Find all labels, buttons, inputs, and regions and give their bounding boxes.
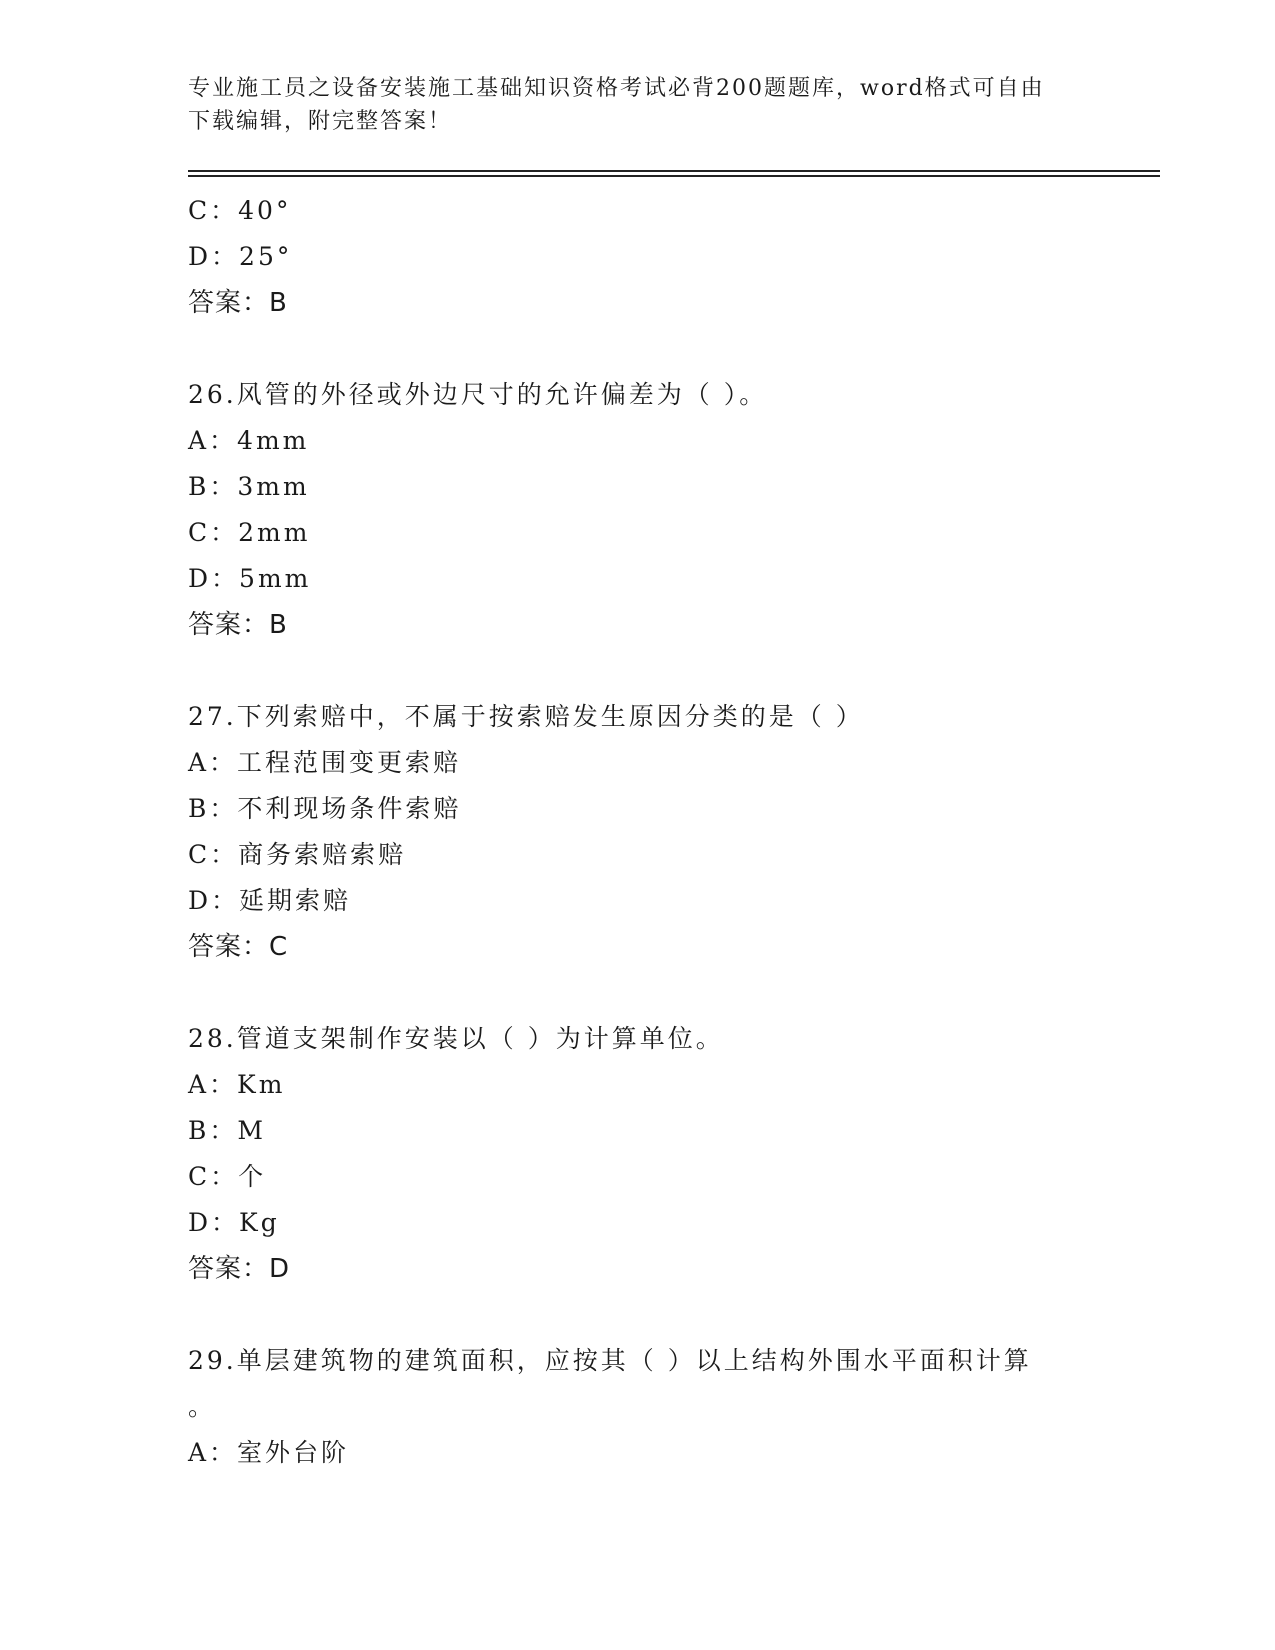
- answer: 答案：D: [188, 1254, 291, 1284]
- document-header: [188, 72, 1088, 138]
- option-c: C：2mm: [188, 518, 311, 547]
- option-c: C：商务索赔索赔: [188, 840, 407, 869]
- option-a: A：4mm: [188, 426, 310, 455]
- option-d: D：延期索赔: [188, 886, 352, 915]
- option-b: B：3mm: [188, 472, 310, 501]
- option-b: B：不利现场条件索赔: [188, 794, 462, 823]
- question-stem-continuation: 。: [188, 1392, 214, 1421]
- option-c: C：40°: [188, 196, 292, 225]
- question-stem: 28.管道支架制作安装以（ ）为计算单位。: [188, 1024, 724, 1053]
- option-a: A：工程范围变更索赔: [188, 748, 462, 777]
- header-line-1: 专业施工员之设备安装施工基础知识资格考试必背200题题库，word格式可自由: [188, 76, 1045, 101]
- question-list: [188, 188, 1088, 1476]
- option-c: C：个: [188, 1162, 267, 1191]
- header-line-2: 下载编辑，附完整答案！: [188, 109, 453, 134]
- header-rule-top: [188, 170, 1160, 172]
- option-a: A：Km: [188, 1070, 286, 1099]
- question-stem: 29.单层建筑物的建筑面积，应按其（ ）以上结构外围水平面积计算: [188, 1346, 1032, 1375]
- answer: 答案：B: [188, 288, 288, 318]
- option-d: D：5mm: [188, 564, 312, 593]
- header-rule-bottom: [188, 175, 1160, 177]
- option-d: D：25°: [188, 242, 293, 271]
- question-stem: 26.风管的外径或外边尺寸的允许偏差为（ ）。: [188, 380, 768, 409]
- answer: 答案：B: [188, 610, 288, 640]
- option-d: D：Kg: [188, 1208, 280, 1237]
- option-a: A：室外台阶: [188, 1438, 350, 1467]
- answer: 答案：C: [188, 932, 289, 962]
- option-b: B：M: [188, 1116, 266, 1145]
- question-stem: 27.下列索赔中，不属于按索赔发生原因分类的是（ ）: [188, 702, 864, 731]
